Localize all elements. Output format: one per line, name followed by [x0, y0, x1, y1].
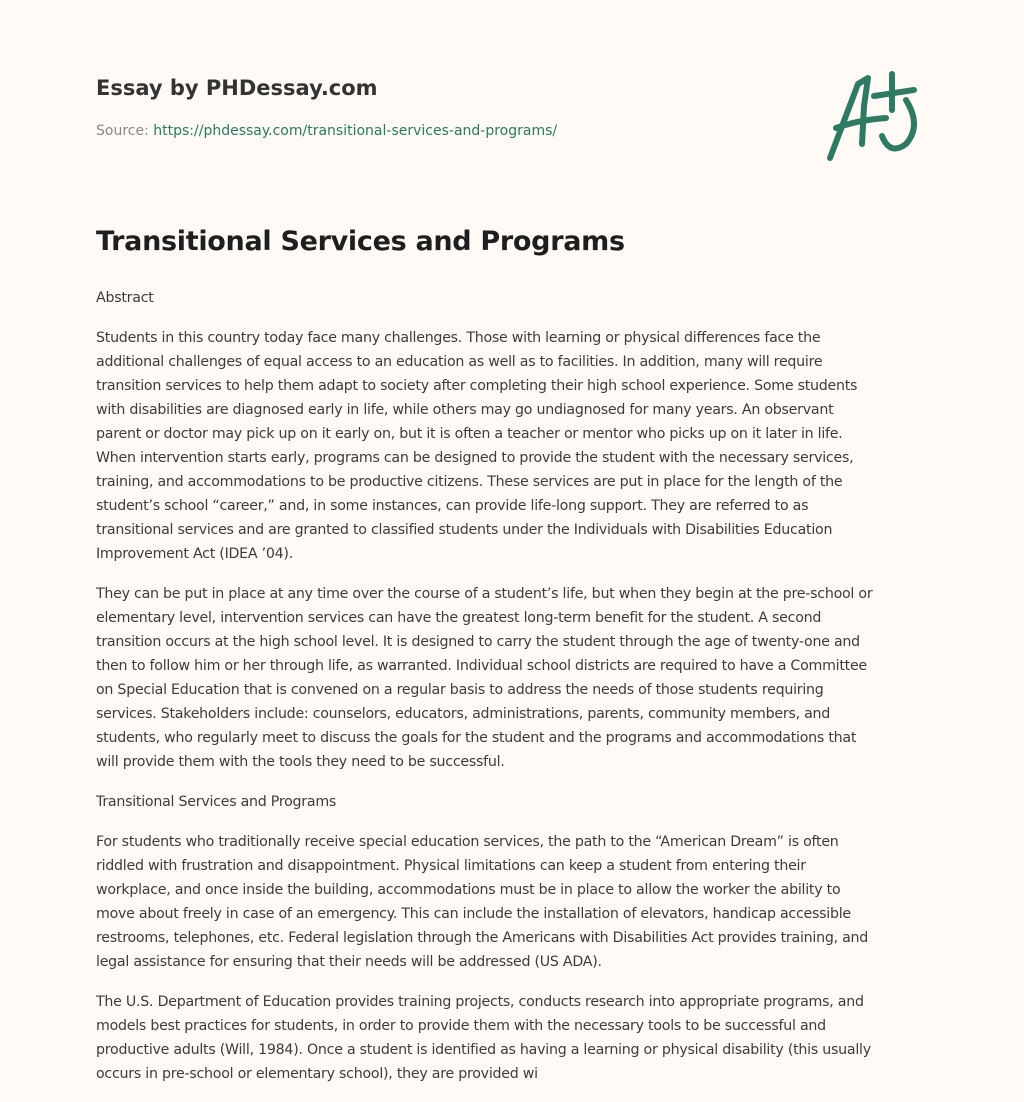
- text-line: with disabilities are diagnosed early in life, while others may go undiagnosed for many years. An observant: [96, 402, 834, 418]
- essay-body: [96, 286, 936, 1102]
- text-line: When intervention starts early, programs can be designed to provide the student with the necessary services,: [96, 450, 854, 466]
- brand-title: Essay by PHDessay.com: [96, 76, 378, 100]
- text-line: Transitional Services and Programs: [96, 794, 337, 810]
- text-line: parent or doctor may pick up on it early on, but it is often a teacher or mentor who picks up on it later in life.: [96, 426, 843, 442]
- text-line: They can be put in place at any time over the course of a student’s life, but when they begin at the pre-school or: [96, 586, 873, 602]
- text-line: legal assistance for ensuring that their needs will be addressed (US ADA).: [96, 954, 602, 970]
- text-line: student’s school “career,” and, in some instances, can provide life-long support. They are referred to as: [96, 498, 809, 514]
- a-plus-logo-icon: [818, 66, 928, 166]
- text-line: students, who regularly meet to discuss the goals for the student and the programs and accommodations that: [96, 730, 857, 746]
- text-line: training, and accommodations to be productive citizens. These services are put in place for the length of the: [96, 474, 843, 490]
- section-heading: [96, 286, 936, 310]
- paragraph: [96, 830, 936, 974]
- page-title: Transitional Services and Programs: [96, 226, 625, 257]
- text-line: transition occurs at the high school level. It is designed to carry the student through the age of twenty-one and: [96, 634, 860, 650]
- source-line: [96, 123, 557, 139]
- text-line: restrooms, telephones, etc. Federal legislation through the Americans with Disabilities Act provides training, and: [96, 930, 869, 946]
- text-line: For students who traditionally receive special education services, the path to the “American Dream” is often: [96, 834, 839, 850]
- text-line: elementary level, intervention services can have the greatest long-term benefit for the student. A second: [96, 610, 822, 626]
- text-line: will provide them with the tools they need to be successful.: [96, 754, 505, 770]
- text-line: The U.S. Department of Education provides training projects, conducts research into appropriate programs, and: [96, 994, 864, 1010]
- text-line: move about freely in case of an emergency. This can include the installation of elevators, handicap accessible: [96, 906, 851, 922]
- text-line: additional challenges of equal access to an education as well as to facilities. In addition, many will require: [96, 354, 823, 370]
- text-line: services. Stakeholders include: counselors, educators, administrations, parents, community members, and: [96, 706, 831, 722]
- text-line: then to follow him or her through life, as warranted. Individual school districts are required to have a Committee: [96, 658, 867, 674]
- paragraph: [96, 582, 936, 774]
- text-line: productive adults (Will, 1984). Once a student is identified as having a learning or physical disability (this usually: [96, 1042, 871, 1058]
- text-line: Improvement Act (IDEA ’04).: [96, 546, 293, 562]
- section-heading: [96, 790, 936, 814]
- source-link[interactable]: https://phdessay.com/transitional-services-and-programs/: [153, 123, 558, 139]
- paragraph: [96, 990, 936, 1086]
- text-line: transition services to help them adapt to society after completing their high school experience. Some students: [96, 378, 858, 394]
- text-line: riddled with frustration and disappointment. Physical limitations can keep a student from entering their: [96, 858, 806, 874]
- text-line: Abstract: [96, 290, 154, 306]
- text-line: on Special Education that is convened on a regular basis to address the needs of those students requiring: [96, 682, 824, 698]
- text-line: occurs in pre-school or elementary school), they are provided wi: [96, 1066, 538, 1082]
- text-line: workplace, and once inside the building, accommodations must be in place to allow the worker the ability to: [96, 882, 841, 898]
- text-line: models best practices for students, in order to provide them with the necessary tools to be successful and: [96, 1018, 826, 1034]
- text-line: transitional services and are granted to classified students under the Individuals with Disabilities Education: [96, 522, 833, 538]
- text-line: Students in this country today face many challenges. Those with learning or physical differences face the: [96, 330, 821, 346]
- source-label: Source:: [96, 123, 149, 139]
- paragraph: [96, 326, 936, 566]
